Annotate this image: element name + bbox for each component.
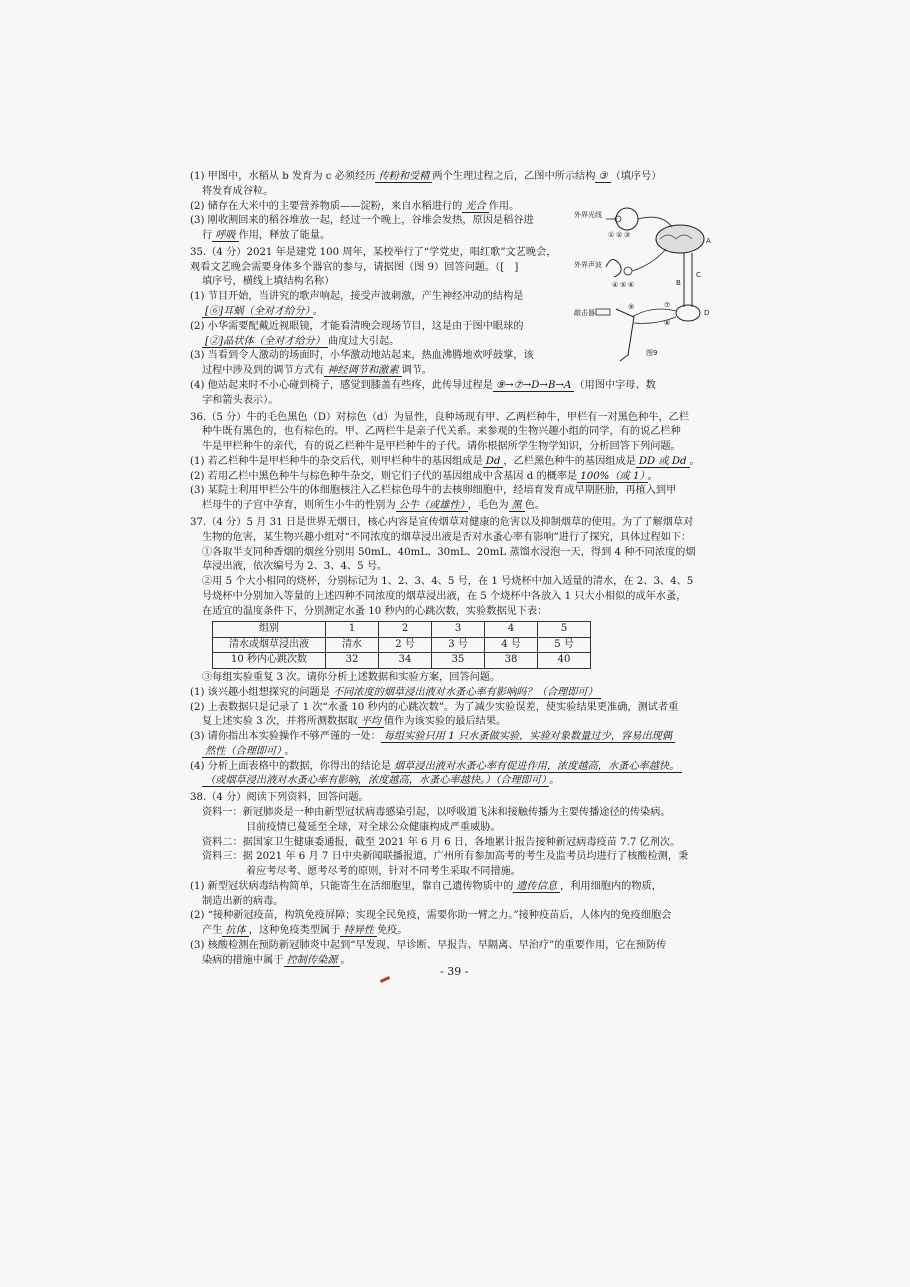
text: （用图中字母、数	[574, 379, 656, 391]
text: 复上述实验 3 次，并将所测数据取	[202, 716, 358, 728]
answer: （或烟草浸出液对水蚤心率有影响，浓度越高，水蚤心率越快。）（合理即可）	[202, 775, 549, 787]
figure-caption: 图9	[646, 349, 658, 357]
num-3: ③	[624, 231, 631, 239]
q38-line-7	[190, 880, 750, 895]
answer: 每组实验只用 1 只水蚤做实验，实验对象数量过少，容易出现偶	[381, 731, 675, 743]
text: (1) 该兴趣小组想探究的问题是	[190, 686, 330, 698]
table-cell: 3 号	[432, 637, 485, 653]
q37-line-9	[190, 686, 750, 701]
table-row	[213, 653, 591, 669]
q38-line-11: (3) 核酸检测在预防新冠肺炎中起到“早发现、早诊断、早报告、早隔离、早治疗”的重要作用，它在预防传	[190, 940, 667, 951]
q38-line-5: 资料三：据 2021 年 6 月 7 日中央新闻联播报道，广州所有参加高考的考生及监考员均进行了核酸检测，秉	[202, 851, 689, 863]
table-cell: 清水	[326, 637, 379, 653]
q38-line-8: 制造出新的病毒。	[202, 895, 284, 907]
text: 调节。	[401, 365, 433, 377]
q38-line-3: 目前疫情已蔓延至全球，对全球公众健康构成严重威胁。	[246, 821, 501, 833]
answer: 特异性	[340, 925, 377, 937]
q37-line-13	[190, 745, 750, 760]
q35-line-4: (1) 节目开始，当讲究的歌声响起，接受声波刺激，产生神经冲动的结构是	[190, 291, 524, 303]
text: 。	[284, 745, 295, 757]
q38-line-1: 38.（4 分）阅读下列资料，回答问题。	[190, 792, 369, 804]
answer: Dd	[483, 456, 504, 468]
text: (3) 请你指出本实验操作不够严谨的一处：	[190, 731, 381, 743]
table-row	[213, 637, 591, 653]
text: 两个生理过程之后，乙图中所示结构	[432, 171, 596, 182]
answer: 神经调节和激素	[324, 365, 401, 377]
text: 免疫。	[377, 925, 408, 937]
cochlea-icon	[624, 267, 632, 275]
q35-line-1: 35.（4 分）2021 年是建党 100 周年，某校举行了“学党史，唱红歌”文艺晚会，	[190, 246, 557, 258]
answer: 烟草浸出液对水蚤心率有促进作用，浓度越高，水蚤心率越快。	[391, 761, 682, 773]
text: (4) 他站起来时不小心碰到椅子，感觉到膝盖有些疼，此传导过程是	[190, 379, 493, 391]
spinal-cord-icon	[676, 305, 700, 321]
q38-line-2: 资料一：新冠肺炎是一种由新型冠状病毒感染引起，以呼吸道飞沫和接触传播为主要传播途径的传染病。	[202, 806, 671, 818]
q37-line-1: 37.（4 分）5 月 31 日是世界无烟日，核心内容是宣传烟草对健康的危害以及抑制烟草的使用。为了了解烟草对	[190, 516, 694, 528]
text: 。	[689, 455, 700, 467]
text: 作用，释放了能量。	[238, 230, 331, 242]
answer: 光合	[462, 201, 488, 213]
q38-line-9: (2) “接种新冠疫苗，构筑免疫屏障；实现全民免疫，需要你助一臂之力。”接种疫苗后，人体内的免疫细胞会	[190, 910, 672, 922]
text: 。	[647, 470, 658, 482]
table-cell: 5	[538, 622, 591, 638]
answer: 不同浓度的烟草浸出液对水蚤心率有影响吗？（合理即可）	[330, 687, 601, 699]
text: 栏母牛的子宫中孕育，则所生小牛的性别为	[202, 500, 396, 512]
table-cell: 清水或烟草浸出液	[213, 637, 326, 653]
q37-line-10: (2) 上表数据只是记录了 1 次“水蚤 10 秒内的心跳次数”。为了减少实验误差，使实验结果更准确，测试者重	[190, 701, 679, 713]
figure-9-diagram	[572, 205, 722, 365]
q38-line-12	[190, 954, 750, 969]
table-cell: 4 号	[485, 637, 538, 653]
num-8: ⑧	[664, 319, 671, 327]
hammer-icon	[596, 309, 610, 315]
text: (4) 分析上面表格中的数据，你得出的结论是	[190, 760, 392, 772]
num-2: ②	[616, 231, 623, 239]
text: 。	[340, 954, 351, 966]
text: (1) 新型冠状病毒结构简单，只能寄生在活细胞里，靠自己遗传物质中的	[190, 880, 514, 892]
q34-line-2: 将发育成谷粒。	[202, 185, 274, 197]
q38-line-4: 资料二：据国家卫生健康委通报，截至 2021 年 6 月 6 日，各地累计报告接种新冠病毒疫苗 7.7 亿剂次。	[202, 836, 681, 848]
text: ，这种免疫类型属于	[248, 925, 341, 937]
table-cell: 2	[379, 622, 432, 638]
num-9: ⑨	[628, 303, 635, 311]
table-cell: 1	[326, 622, 379, 638]
text: 产生	[202, 925, 223, 937]
text: 行	[202, 230, 213, 242]
table-cell: 3	[432, 622, 485, 638]
q36-line-7	[190, 499, 750, 514]
text: （填序号）	[610, 171, 662, 182]
table-cell: 5 号	[538, 637, 591, 653]
table-cell: 38	[485, 653, 538, 669]
leg-icon	[616, 309, 634, 361]
text: (1) 若乙栏种牛是甲栏种牛的杂交后代，则甲栏种牛的基因组成是	[190, 455, 483, 467]
auditory-nerve	[632, 249, 666, 271]
text: 过程中涉及到的调节方式有	[202, 365, 325, 377]
q35-line-9	[190, 364, 750, 379]
num-5: ⑤	[620, 281, 627, 289]
q37-line-5: ②用 5 个大小相同的烧杯，分别标记为 1、2、3、4、5 号，在 1 号烧杯中加入适量的清水，在 2、3、4、5	[202, 576, 694, 588]
label-stimulus: 敲击器	[574, 309, 595, 317]
text: (1) 甲图中，水稻从 b 发育为 c 必须经历	[190, 171, 376, 182]
q35-line-3: 填序号，横线上填结构名称）	[202, 276, 335, 288]
text: 色。	[524, 500, 546, 512]
answer: 平均	[358, 716, 384, 728]
text: 曲度过大引起。	[328, 335, 400, 347]
q38-line-6: 着应考尽考、愿考尽考的原则，针对不同考生采取不同措施。	[246, 866, 522, 878]
q38-line-10	[190, 924, 750, 939]
text: 。	[312, 306, 323, 318]
answer: ③	[595, 171, 610, 183]
q35-line-2: 观看文艺晚会需要身体多个器官的参与，请据图（图 9）回答问题。（[ ]	[190, 261, 519, 273]
answer: [②]晶状体（全对才给分）	[202, 336, 328, 348]
text: 作用。	[488, 200, 520, 212]
data-table	[212, 621, 591, 669]
q35-line-6: (2) 小华需要配戴近视眼镜，才能看清晚会现场节目，这是由于图中眼球的	[190, 320, 524, 332]
q37-line-6: 号烧杯中分别加入等量的上述四种不同浓度的烟草浸出液，在 5 个烧杯中各放入 1 只大小相似的成年水蚤，	[202, 590, 687, 602]
text: 染病的措施中属于	[202, 954, 284, 966]
nervous-system-diagram	[572, 205, 722, 365]
table-cell: 35	[432, 653, 485, 669]
q37-line-3: ①各取半支同种香烟的烟丝分别用 50mL、40mL、30mL、20mL 蒸馏水浸泡一天，得到 4 种不同浓度的烟	[202, 546, 696, 558]
text: ，利用细胞内的物质，	[560, 880, 662, 892]
answer: 抗体	[222, 925, 248, 937]
table-cell: 40	[538, 653, 591, 669]
num-6: ⑥	[628, 281, 635, 289]
optic-nerve	[638, 217, 672, 227]
table-cell: 组别	[213, 622, 326, 638]
num-1: ①	[608, 231, 615, 239]
label-light: 外界光线	[574, 211, 602, 219]
text: ，毛色为	[467, 500, 509, 512]
letter-d: D	[704, 309, 710, 317]
answer: 公牛（或雄性）	[396, 500, 468, 512]
page-number: - 39 -	[440, 965, 469, 978]
q34-line-4: (3) 刚收割回来的稻谷堆放一起，经过一个晚上，谷堆会发热，原因是稻谷进	[190, 215, 534, 227]
letter-b: B	[676, 279, 681, 287]
brain-icon	[656, 225, 704, 253]
q35-line-10	[190, 379, 750, 394]
q37-line-15	[190, 774, 750, 789]
answer: 呼吸	[212, 230, 238, 242]
table-cell: 2 号	[379, 637, 432, 653]
answer: [⑥]耳蜗（全对才给分）	[202, 306, 313, 318]
q35-line-11: 字和箭头表示）。	[202, 394, 279, 406]
table-cell: 32	[326, 653, 379, 669]
text: 。	[549, 775, 560, 787]
q36-line-1: 36.（5 分）牛的毛色黑色（D）对棕色（d）为显性，良种场现有甲、乙两栏种牛，甲栏有一对黑色种牛，乙栏	[190, 411, 690, 423]
num-7: ⑦	[664, 301, 671, 309]
letter-c: C	[696, 271, 701, 279]
answer: 遗传信息	[513, 881, 560, 893]
text: ，乙栏黑色种牛的基因组成是	[503, 455, 636, 467]
q37-line-11	[190, 715, 750, 730]
answer: 黑	[509, 500, 525, 512]
table-cell: 10 秒内心跳次数	[213, 653, 326, 669]
q37-line-8: ③每组实验重复 3 次。请你分析上述数据和实验方案，回答问题。	[202, 671, 501, 683]
q36-line-6: (3) 某院士利用甲栏公牛的体细胞核注入乙栏棕色母牛的去核卵细胞中，经培育发育成早期胚胎，再植入到甲	[190, 485, 677, 497]
q36-line-3: 牛是甲栏种牛的亲代，有的说乙栏种牛是甲栏种牛的子代。请你根据所学生物学知识，分析回答下列问题。	[202, 441, 681, 453]
letter-a: A	[706, 237, 711, 245]
q37-line-14	[190, 760, 750, 775]
ear-icon	[606, 259, 621, 277]
eye-icon	[616, 208, 638, 230]
q37-line-4: 草浸出液，依次编号为 2、3、4、5 号。	[202, 561, 388, 573]
q35-line-8: (3) 当看到令人激动的场面时，小华激动地站起来，热血沸腾地欢呼鼓掌，该	[190, 350, 534, 362]
answer: 然性（合理即可）	[202, 746, 284, 758]
q36-line-2: 种牛既有黑色的，也有棕色的。甲、乙两栏牛是亲子代关系。来参观的生物兴趣小组的同学，有的说乙栏种	[202, 426, 681, 438]
answer: 100%（或 1）	[577, 471, 647, 483]
answer: DD 或 Dd	[636, 456, 690, 468]
q37-line-12	[190, 730, 750, 745]
pen-mark	[380, 976, 390, 983]
sensory-nerve	[632, 309, 676, 317]
table-cell: 34	[379, 653, 432, 669]
text: (2) 若用乙栏中黑色种牛与棕色种牛杂交，则它们子代的基因组成中含基因 d 的概率是	[190, 470, 578, 482]
answer: 传粉和受精	[375, 171, 432, 183]
table-row	[213, 622, 591, 638]
num-4: ④	[612, 281, 619, 289]
q34-line-3	[190, 200, 565, 215]
label-sound: 外界声波	[574, 261, 602, 269]
q34-line-1	[190, 170, 750, 185]
q36-line-4	[190, 455, 750, 470]
answer: 控制传染源	[284, 955, 341, 967]
answer: ⑨→⑦→D→B→A	[493, 380, 574, 392]
q36-line-5	[190, 470, 750, 485]
q37-line-7: 在适宜的温度条件下，分别测定水蚤 10 秒内的心跳次数，实验数据见下表：	[202, 605, 548, 617]
text: (2) 储存在大米中的主要营养物质——淀粉，来自水稻进行的	[190, 200, 463, 212]
text: 值作为该实验的最后结果。	[383, 716, 507, 728]
q37-line-2: 生物的危害，某生物兴趣小组对“不同浓度的烟草浸出液是否对水蚤心率有影响”进行了探究，具体过程如下：	[202, 531, 692, 543]
table-cell: 4	[485, 622, 538, 638]
